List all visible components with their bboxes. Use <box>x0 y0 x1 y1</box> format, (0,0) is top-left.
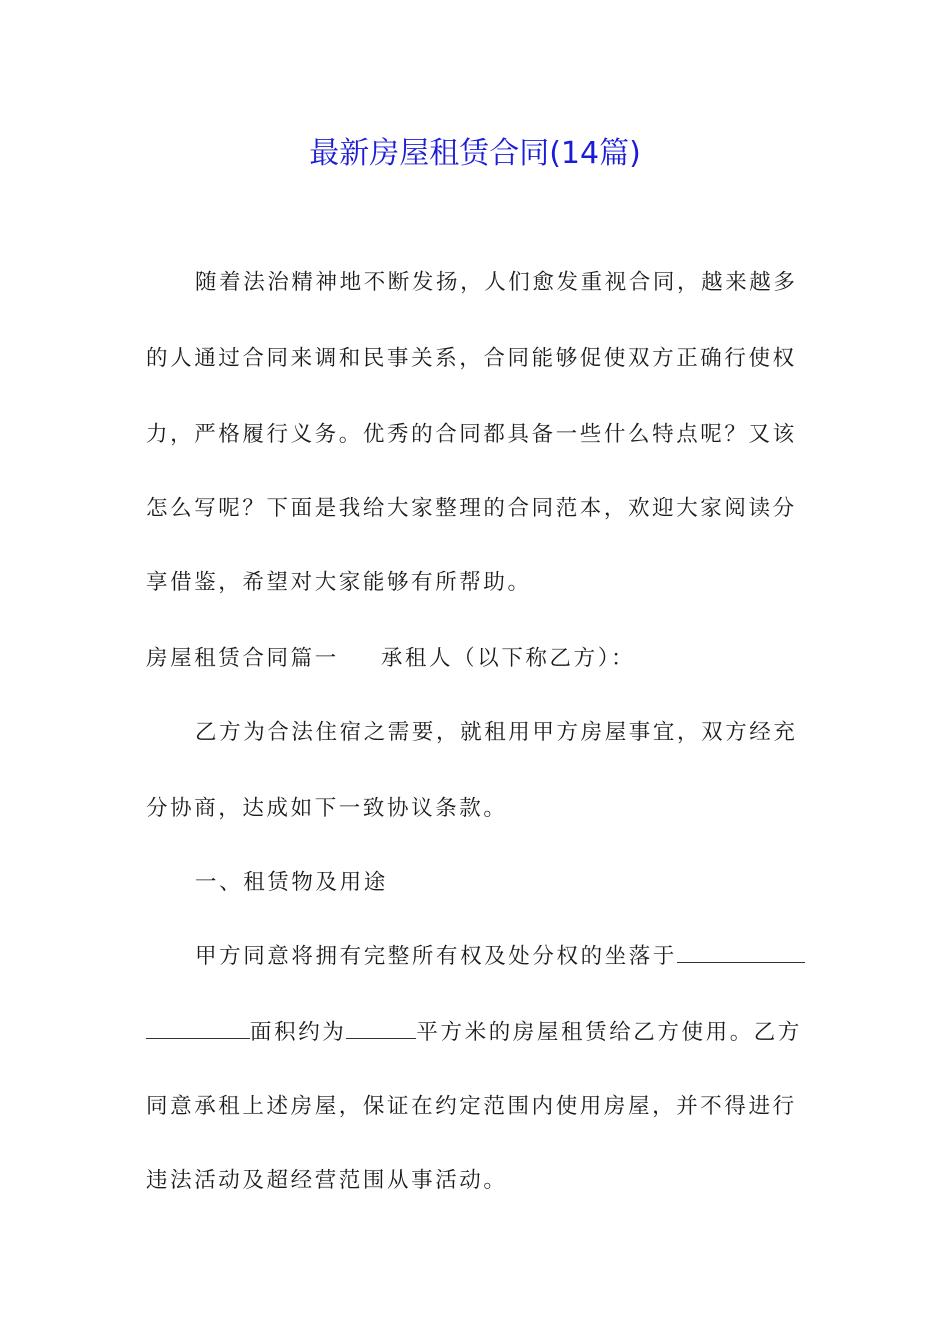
para3-line-3: 同意承租上述房屋，保证在约定范围内使用房屋，并不得进行 <box>146 1094 797 1119</box>
area-label: 面积约为 <box>250 1020 347 1045</box>
intro-line-5: 享借鉴，希望对大家能够有所帮助。 <box>146 570 532 595</box>
para3-line-2 <box>146 1018 806 1048</box>
location-blank-continued <box>146 1020 250 1039</box>
contract-heading: 房屋租赁合同篇一 <box>146 646 339 671</box>
location-blank <box>677 944 805 963</box>
document-title: 最新房屋租赁合同(14篇) <box>309 136 641 171</box>
para3-line-1 <box>195 942 855 972</box>
para2-line-2: 分协商，达成如下一致协议条款。 <box>146 796 508 821</box>
area-blank <box>346 1020 416 1039</box>
intro-line-3: 力，严格履行义务。优秀的合同都具备一些什么特点呢？又该 <box>146 422 797 447</box>
para2-line-1: 乙方为合法住宿之需要，就租用甲方房屋事宜，双方经充 <box>195 720 798 745</box>
para3-line-4: 违法活动及超经营范围从事活动。 <box>146 1168 508 1193</box>
location-text: 甲方同意将拥有完整所有权及处分权的坐落于 <box>195 944 678 969</box>
tenant-label: 承租人（以下称乙方）： <box>380 646 636 671</box>
area-unit-text: 平方米的房屋租赁给乙方使用。乙方 <box>416 1020 803 1045</box>
intro-line-1: 随着法治精神地不断发扬，人们愈发重视合同，越来越多 <box>195 270 798 295</box>
intro-line-4: 怎么写呢？下面是我给大家整理的合同范本，欢迎大家阅读分 <box>146 496 797 521</box>
section1-title: 一、租赁物及用途 <box>195 870 388 895</box>
section-heading <box>146 644 806 674</box>
intro-line-2: 的人通过合同来调和民事关系，合同能够促使双方正确行使权 <box>146 346 797 371</box>
